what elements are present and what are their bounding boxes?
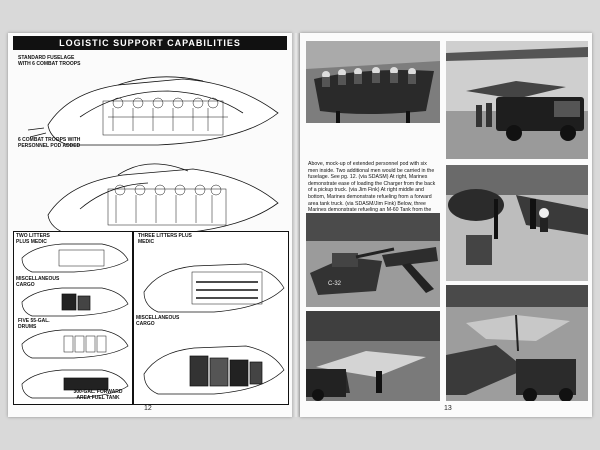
page-number-right: 13 [444, 405, 452, 412]
photo-forward-area-refuel [446, 285, 588, 401]
right-page [300, 33, 592, 417]
label-standard-fuselage: STANDARD FUSELAGE WITH 6 COMBAT TROOPS [18, 55, 81, 67]
label-pod-added: 6 COMBAT TROOPS WITH PERSONNEL POD ADDED [18, 137, 81, 149]
label-misc-cargo-right: MISCELLANEOUS CARGO [136, 315, 180, 327]
book-spine [292, 33, 300, 417]
label-five-drums: FIVE 55-GAL. DRUMS [18, 318, 50, 330]
page-header: LOGISTIC SUPPORT CAPABILITIES [13, 36, 287, 50]
label-two-litters: TWO LITTERS PLUS MEDIC [16, 233, 50, 245]
label-fuel-tank: 300-GAL. FORWARD AREA FUEL TANK [73, 389, 123, 401]
label-misc-cargo-left: MISCELLANEOUS CARGO [16, 276, 60, 288]
photo-drum-refueling [306, 311, 440, 401]
photo-refueling-tank-truck [446, 165, 588, 281]
svg-text:C-32: C-32 [328, 281, 342, 287]
photo-pickup-loading [446, 41, 588, 159]
photo-personnel-pod [306, 41, 440, 123]
page-number-left: 12 [144, 405, 152, 412]
label-three-litters: THREE LITTERS PLUS MEDIC [138, 233, 192, 245]
photo-caption: Above, mock-up of extended personnel pod with six men inside. Two additional men would be carried in the fuselage. See pg. 12. (via SDASM) At right, Marines demonstrate ease of loading the Charger from the back of a pickup truck. (via Jim Fink) At right middle and bottom, Marines demonstrate refueling from a forward area tank truck. (via SDASM/Jim Fink) Below, three Marines demonstrate refueling an M-60 Tank from the [308, 161, 436, 214]
left-page [8, 33, 292, 417]
photo-m60-tank [306, 213, 440, 307]
